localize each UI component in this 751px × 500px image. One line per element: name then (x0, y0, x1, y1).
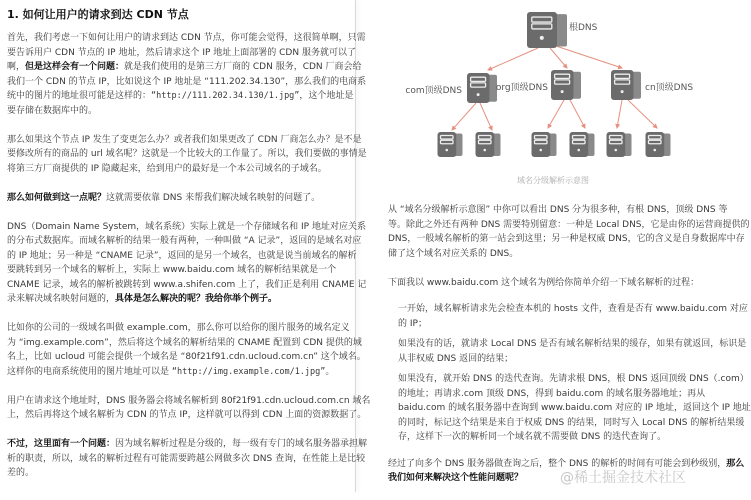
diagram-caption: 域名分级解析示意图 (517, 176, 589, 185)
text-line (388, 218, 750, 233)
text: 为 “img.example.com”，然后将这个域名的解析结果的 CNAME 配置到 CDN 提供的域 (7, 337, 362, 348)
text: 析的职责，所以，域名的解析过程有可能需要跨越公网做多次 DNS 查询，在性能上是比较 (7, 453, 366, 464)
text-line (7, 75, 367, 90)
authoritative-server-icon (646, 132, 671, 157)
text: 如果没有的话，就请求 Local DNS 是否有域名解析结果的缓存，如果有就返回，标识是 (398, 339, 747, 349)
text-line (7, 31, 366, 46)
text: 的分布式数据库。而域名解析的结果一般有两种，一种叫做 “A 记录”，返回的是域名对应 (7, 236, 362, 246)
text: 等。除此之外还有两种 DNS 需要特别留意：一种是 Local DNS，它是由你的运营商提供的 (388, 219, 750, 230)
text-line (398, 317, 718, 332)
text: 那么如果这个节点 IP 发生了变更怎么办？或者我们如果更改了 CDN 厂商怎么办？是不是 (7, 134, 362, 145)
text-line (7, 278, 367, 293)
text-line (7, 263, 352, 278)
list-item (398, 337, 747, 366)
text: 比如你的公司的一级域名叫做 example.com，那么你可以给你的图片服务的域名定义 (7, 323, 350, 333)
paragraph (388, 276, 718, 291)
org-tld-label: org顶级DNS (495, 83, 548, 93)
bold-text: 那么如何做到这一点呢？ (7, 192, 107, 203)
text: 啊， (7, 62, 26, 72)
root-dns-label: 根DNS (569, 23, 598, 33)
text: 用户在请求这个地址时，DNS 服务器会将域名解析到 80f21f91.cdn.ucloud.com.cn 域名 (7, 395, 371, 406)
dns-hierarchy-diagram (370, 0, 720, 192)
text-line (7, 249, 357, 264)
text-line (398, 372, 749, 387)
text: 。 (325, 366, 335, 377)
paragraph (7, 191, 352, 206)
text-line (398, 337, 747, 352)
authoritative-server-icon (570, 132, 595, 157)
text-line (7, 46, 356, 61)
text-line (7, 408, 367, 423)
list-item (398, 302, 748, 331)
text: 从非权威 DNS 返回的结果； (398, 353, 514, 364)
text-line (398, 387, 718, 402)
paragraph (7, 31, 367, 118)
text-line (388, 247, 718, 262)
cn-tld-label: cn顶级DNS (645, 83, 694, 93)
paragraph (388, 203, 750, 261)
text: 要告诉用户 CDN 节点的 IP 地址，然后请求这个 IP 地址上面部署的 CDN 服务就可以了 (7, 47, 356, 58)
arrow (570, 100, 585, 128)
text: DNS（Domain Name System，域名系统）实际上就是一个存储域名和 IP 地址对应关系 (7, 221, 366, 232)
text-line (7, 162, 352, 177)
text: 的地址；再请求.com 顶级 DNS，得到 baidu.com 的域名服务器地址；再从 (398, 388, 706, 399)
com-tld-label: com顶级DNS (405, 86, 462, 96)
root-dns-server-icon (527, 12, 567, 48)
text-line (7, 234, 362, 249)
cn-tld-server-icon (611, 70, 641, 100)
text: CNAME 记录，域名的解析被跳转到 www.a.shifen.com 上了，我们正是利用 CNAME 记 (7, 279, 367, 290)
text: 因为域名解析过程是分级的，每一级有专门的域名服务器承担解 (115, 439, 368, 449)
text-line (398, 430, 718, 445)
text-line (388, 276, 718, 291)
text: ，这个地址是 (299, 91, 354, 101)
text-line (7, 60, 362, 75)
text-line (7, 147, 367, 162)
text-line (388, 232, 745, 247)
text-line (398, 401, 751, 416)
authoritative-server-icon (438, 132, 463, 157)
text: 一开始，域名解析请求先会检查本机的 hosts 文件，查看是否有 www.baidu.com 对应 (398, 304, 748, 314)
text: 录来解决域名映射问题的， (7, 294, 116, 304)
text-line (7, 437, 368, 452)
bold-text: 那么 (726, 458, 745, 469)
org-tld-server-icon (551, 70, 581, 100)
arrow (617, 100, 622, 128)
text: 的同时，标记这个结果是来自于权威 DNS 的结果，同时写入 Local DNS 的解析结果缓 (398, 417, 745, 428)
text: 这样你的电商系统使用的图片地址可以是 (7, 366, 172, 377)
text-line (7, 321, 352, 336)
paragraph (7, 394, 371, 423)
authoritative-server-icon (532, 132, 557, 157)
text-line (7, 104, 352, 119)
text-line (7, 365, 352, 380)
authoritative-server-icon (607, 132, 632, 157)
text: 首先，我们考虑一下如何让用户的请求到达 CDN 节点，你可能会觉得，这很简单啊，只需 (7, 33, 366, 43)
text-line (398, 302, 748, 317)
text: 我们一个 CDN 的节点 IP，比如说这个 IP 地址是 “111.202.34.130”，那么我们的电商系 (7, 76, 367, 87)
watermark: @稀土掘金技术社区 (560, 470, 686, 486)
left-page-body (7, 31, 371, 495)
text: 的 IP； (398, 318, 427, 329)
bold-text: 不过，这里面有一个问题： (7, 439, 116, 449)
text: 这就需要依靠 DNS 来帮我们解决域名映射的问题了。 (106, 192, 321, 203)
com-tld-server-icon (467, 73, 497, 103)
text: 将第三方厂商提供的 IP 隐藏起来，给到用户的最好是一个本公司域名的子域名。 (7, 163, 327, 174)
text: 要存储在数据库中的。 (7, 105, 98, 116)
bold-text: 我们如何来解决这个性能问题呢？ (388, 473, 524, 483)
text: 差的。 (7, 468, 35, 478)
text-line (388, 203, 728, 218)
text-line (7, 350, 366, 365)
text-line (388, 457, 745, 472)
text-line (398, 416, 745, 431)
arrow (488, 48, 538, 70)
bold-text: 具体是怎么解决的呢？我给你举个例子。 (115, 294, 278, 304)
code-text: “http://img.example.com/1.jpg” (171, 366, 326, 377)
right-page-body (388, 203, 751, 500)
text: 经过了向多个 DNS 服务器做查询之后，整个 DNS 的解析的时间有可能会到秒级别， (388, 458, 727, 469)
arrow (480, 103, 492, 130)
text: DNS，一般域名解析的第一站会到这里；另一种是权威 DNS，它的含义是自身数据库中存 (388, 234, 745, 244)
text: 从 “域名分级解析示意图” 中你可以看出 DNS 分为很多种，有根 DNS，顶级 DNS 等 (388, 205, 728, 215)
bold-text: 但是这样会有一个问题： (25, 62, 125, 72)
paragraph (7, 321, 366, 379)
text: 要跳转到另一个域名的解析上，实际上 www.baidu.com 域名的解析结果就是一个 (7, 265, 337, 275)
text: 名上，比如 ucloud 可能会提供一个域名是 “80f21f91.cdn.ucloud.com.cn” 这个域名。 (7, 352, 366, 362)
text: 下面我以 www.baidu.com 这个域名为例给你简单介绍一下域名解析的过程： (388, 277, 700, 288)
arrow (550, 48, 567, 68)
arrow (548, 100, 564, 128)
arrow (628, 100, 657, 128)
text-line (398, 352, 718, 367)
text: 的 IP 地址；另一种是 “CNAME 记录”，返回的是另一个域名，也就是说当前域名的解析 (7, 250, 357, 261)
text: 上，然后再将这个域名解析为 CDN 的节点 IP，这样就可以得到 CDN 上面的资源数据了。 (7, 410, 367, 420)
authoritative-server-icon (476, 132, 501, 157)
text: baidu.com 的域名服务器中查询到 www.baidu.com 对应的 IP 地址，返回这个 IP 地址 (398, 403, 751, 413)
text: 储了这个域名对应关系的 DNS。 (388, 248, 519, 259)
text: 要修改所有的商品的 url 域名呢？这就是一个比较大的工作量了。所以，我们要做的事情是 (7, 149, 367, 159)
text-line (7, 191, 352, 206)
text-line (7, 452, 366, 467)
text: 如果没有，就开始 DNS 的迭代查询。先请求根 DNS，根 DNS 返回顶级 DNS（.com） (398, 374, 749, 384)
text: 统中的图片的地址很可能是这样的： (7, 91, 152, 101)
paragraph (7, 437, 368, 481)
arrow (452, 103, 476, 130)
text-line (7, 466, 352, 481)
text: 存，这样下一次的解析同一个域名就不需要做 DNS 的迭代查询了。 (398, 432, 667, 442)
code-text: “http://111.202.34.130/1.jpg” (151, 91, 300, 101)
paragraph (7, 220, 367, 307)
text-line (7, 394, 371, 409)
text-line (7, 336, 362, 351)
text-line (7, 292, 352, 307)
list-item (398, 372, 751, 445)
text-line (7, 133, 362, 148)
text: 就是我们使用的是第三方厂商的 CDN 服务，CDN 厂商会给 (124, 62, 362, 72)
paragraph (7, 133, 367, 177)
section-title: 1. 如何让用户的请求到达 CDN 节点 (7, 8, 189, 21)
text-line (7, 89, 352, 104)
text-line (7, 220, 366, 235)
arrow (556, 46, 622, 68)
